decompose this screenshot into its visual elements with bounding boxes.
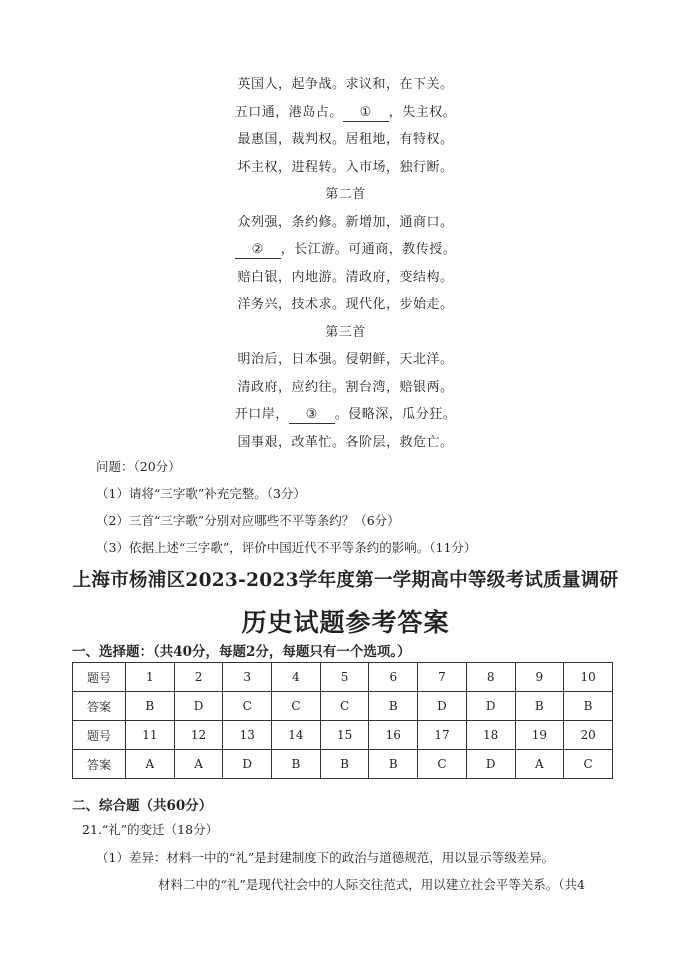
table-cell: C xyxy=(418,750,467,779)
poem-line: 坏主权，进程转。入市场，独行断。 xyxy=(237,159,454,175)
table-cell: D xyxy=(466,750,515,779)
table-cell: 16 xyxy=(369,721,418,750)
table-cell: B xyxy=(515,692,564,721)
poem-line: ② ，长江游。可通商，教传授。 xyxy=(0,236,691,264)
table-cell: C xyxy=(564,750,613,779)
poem-line: 五口通，港岛占。 ① ，失主权。 xyxy=(234,104,457,120)
table-cell: B xyxy=(564,692,613,721)
table-cell: 17 xyxy=(418,721,467,750)
table-cell: B xyxy=(369,750,418,779)
row-label: 答案 xyxy=(73,692,126,721)
table-cell: D xyxy=(418,692,467,721)
table-cell: 7 xyxy=(418,663,467,692)
table-cell: 2 xyxy=(174,663,223,692)
answer-table xyxy=(72,662,613,779)
row-label: 题号 xyxy=(73,721,126,750)
question-header: 问题：（20分） xyxy=(96,459,181,474)
fill-blank: ② xyxy=(235,242,281,259)
poem-line: 国事艰，改革忙。各阶层，救危亡。 xyxy=(237,434,454,450)
table-cell: B xyxy=(369,692,418,721)
table-cell: B xyxy=(320,750,369,779)
poem-line: 英国人，起争战。求议和，在下关。 xyxy=(237,77,454,92)
question-1: （1）请将“三字歌”补充完整。（3分） xyxy=(96,486,306,501)
row-label: 题号 xyxy=(73,663,126,692)
table-cell: D xyxy=(174,692,223,721)
table-cell: C xyxy=(320,692,369,721)
poem-line: 第二首 xyxy=(325,187,366,202)
poem-line: 洋务兴，技术求。现代化，步始走。 xyxy=(237,297,454,312)
q21-title: 21.“礼”的变迁（18分） xyxy=(82,822,219,837)
poem xyxy=(0,71,691,456)
table-cell: 4 xyxy=(272,663,321,692)
table-cell: 19 xyxy=(515,721,564,750)
table-cell: 10 xyxy=(564,663,613,692)
poem-line: 明治后，日本强。侵朝鲜，天北洋。 xyxy=(237,352,454,367)
q21-paragraph-1: （1）差异：材料一中的“礼”是封建制度下的政治与道德规范，用以显示等级差异。 xyxy=(96,850,555,865)
table-cell: 12 xyxy=(174,721,223,750)
table-cell: D xyxy=(466,692,515,721)
table-cell: 14 xyxy=(272,721,321,750)
table-cell: D xyxy=(223,750,272,779)
table-cell: 5 xyxy=(320,663,369,692)
answer-subtitle: 历史试题参考答案 xyxy=(241,608,450,637)
table-cell: 9 xyxy=(515,663,564,692)
section-1-heading: 一、选择题：（共40分，每题2分，每题只有一个选项。） xyxy=(72,644,411,660)
section-2-heading: 二、综合题（共60分） xyxy=(72,798,213,814)
poem-line: 赔白银，内地游。清政府，变结构。 xyxy=(237,269,454,285)
table-cell: 11 xyxy=(126,721,175,750)
question-2: （2）三首“三字歌”分别对应哪些不平等条约？（6分） xyxy=(96,513,400,528)
table-cell: B xyxy=(272,750,321,779)
poem-line: 众列强，条约修。新增加，通商口。 xyxy=(237,214,454,230)
table-cell: C xyxy=(272,692,321,721)
table-cell: 8 xyxy=(466,663,515,692)
question-3: （3）依据上述“三字歌”，评价中国近代不平等条约的影响。（11分） xyxy=(96,540,477,555)
table-cell: A xyxy=(126,750,175,779)
table-cell: A xyxy=(174,750,223,779)
table-cell: C xyxy=(223,692,272,721)
q21-paragraph-2: 材料二中的“礼”是现代社会中的人际交往范式，用以建立社会平等关系。（共4 xyxy=(158,877,585,892)
table-row xyxy=(73,750,613,779)
table-cell: 3 xyxy=(223,663,272,692)
poem-line: 开口岸， ③ 。侵略深，瓜分狂。 xyxy=(234,407,457,422)
poem-line: 清政府，应约往。割台湾，赔银两。 xyxy=(237,379,454,395)
table-row xyxy=(73,692,613,721)
table-cell: 6 xyxy=(369,663,418,692)
table-row xyxy=(73,721,613,750)
table-cell: 1 xyxy=(126,663,175,692)
table-cell: A xyxy=(515,750,564,779)
table-cell: 13 xyxy=(223,721,272,750)
row-label: 答案 xyxy=(73,750,126,779)
fill-blank: ① xyxy=(343,105,389,122)
poem-line: 最惠国，裁判权。居租地，有特权。 xyxy=(237,132,454,147)
poem-line: 第三首 xyxy=(325,324,366,340)
fill-blank: ③ xyxy=(289,407,335,424)
table-cell: B xyxy=(126,692,175,721)
table-row xyxy=(73,663,613,692)
table-cell: 15 xyxy=(320,721,369,750)
table-cell: 20 xyxy=(564,721,613,750)
table-cell: 18 xyxy=(466,721,515,750)
answer-title: 上海市杨浦区2023-2023学年度第一学期高中等级考试质量调研 xyxy=(72,570,619,591)
